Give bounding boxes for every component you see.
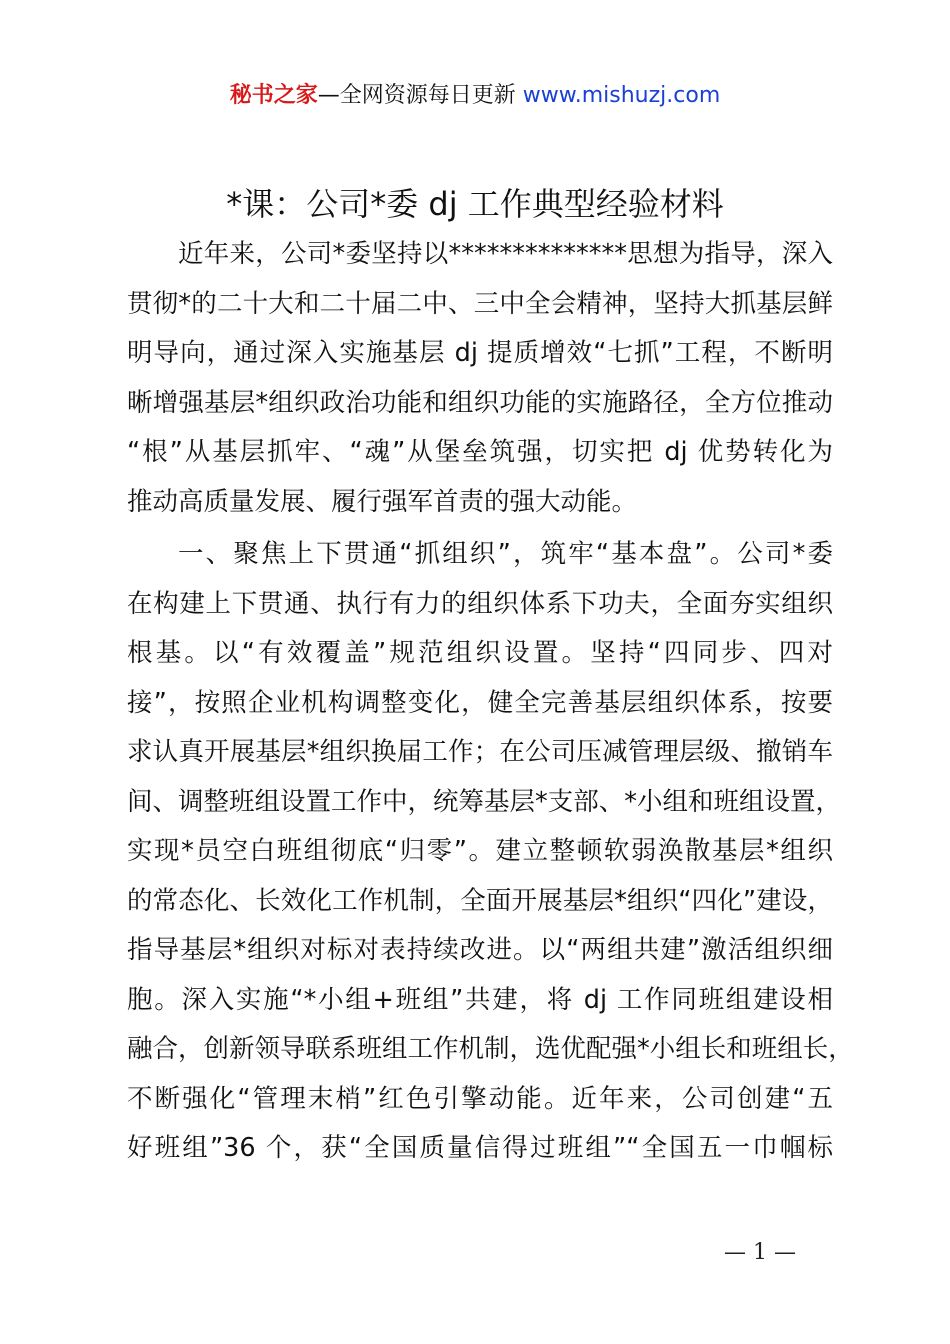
text-line: 的常态化、长效化工作机制，全面开展基层*组织“四化”建设， (127, 885, 833, 916)
text-line: 推动高质量发展、履行强军首责的强大动能。 (127, 486, 638, 517)
banner-tagline: —全网资源每日更新 (317, 83, 516, 108)
text-line: 明导向，通过深入实施基层 dj 提质增效“七抓”工程，不断明 (127, 338, 833, 368)
text-line: 晰增强基层*组织政治功能和组织功能的实施路径，全方位推动 (127, 387, 833, 418)
text-line: 实现*员空白班组彻底“归零”。建立整顿软弱涣散基层*组织 (127, 836, 833, 866)
text-line: 间、调整班组设置工作中，统筹基层*支部、*小组和班组设置， (127, 786, 842, 817)
paragraph-section-1 (127, 530, 854, 1174)
text-line: 贯彻*的二十大和二十届二中、三中全会精神，坚持大抓基层鲜 (127, 288, 833, 319)
text-line: 一、聚焦上下贯通“抓组织”，筑牢“基本盘”。公司*委 (178, 539, 833, 569)
page-number: — 1 — (724, 1240, 796, 1265)
site-banner (0, 80, 950, 112)
text-line: “根”从基层抓牢、“魂”从堡垒筑强，切实把 dj 优势转化为 (127, 437, 833, 467)
text-line: 在构建上下贯通、执行有力的组织体系下功夫，全面夯实组织 (127, 588, 833, 619)
text-line: 根基。以“有效覆盖”规范组织设置。坚持“四同步、四对 (127, 638, 833, 668)
banner-brand: 秘书之家 (229, 83, 318, 108)
text-line: 近年来，公司*委坚持以**************思想为指导，深入 (178, 239, 833, 269)
banner-url-link[interactable]: www.mishuzj.com (522, 83, 721, 108)
text-line: 接”，按照企业机构调整变化，健全完善基层组织体系，按要 (127, 687, 833, 718)
text-line: 好班组”36 个，获“全国质量信得过班组”“全国五一巾帼标 (127, 1133, 833, 1163)
text-line: 融合，创新领导联系班组工作机制，选优配强*小组长和班组长， (127, 1034, 854, 1064)
text-line: 胞。深入实施“*小组+班组”共建，将 dj 工作同班组建设相 (127, 984, 833, 1015)
text-line: 求认真开展基层*组织换届工作；在公司压减管理层级、撤销车 (127, 737, 833, 767)
document-title: *课：公司*委 dj 工作典型经验材料 (226, 185, 724, 223)
paragraph-intro (127, 230, 833, 527)
text-line: 不断强化“管理末梢”红色引擎动能。近年来，公司创建“五 (127, 1083, 833, 1114)
text-line: 指导基层*组织对标对表持续改进。以“两组共建”激活组织细 (127, 935, 833, 965)
